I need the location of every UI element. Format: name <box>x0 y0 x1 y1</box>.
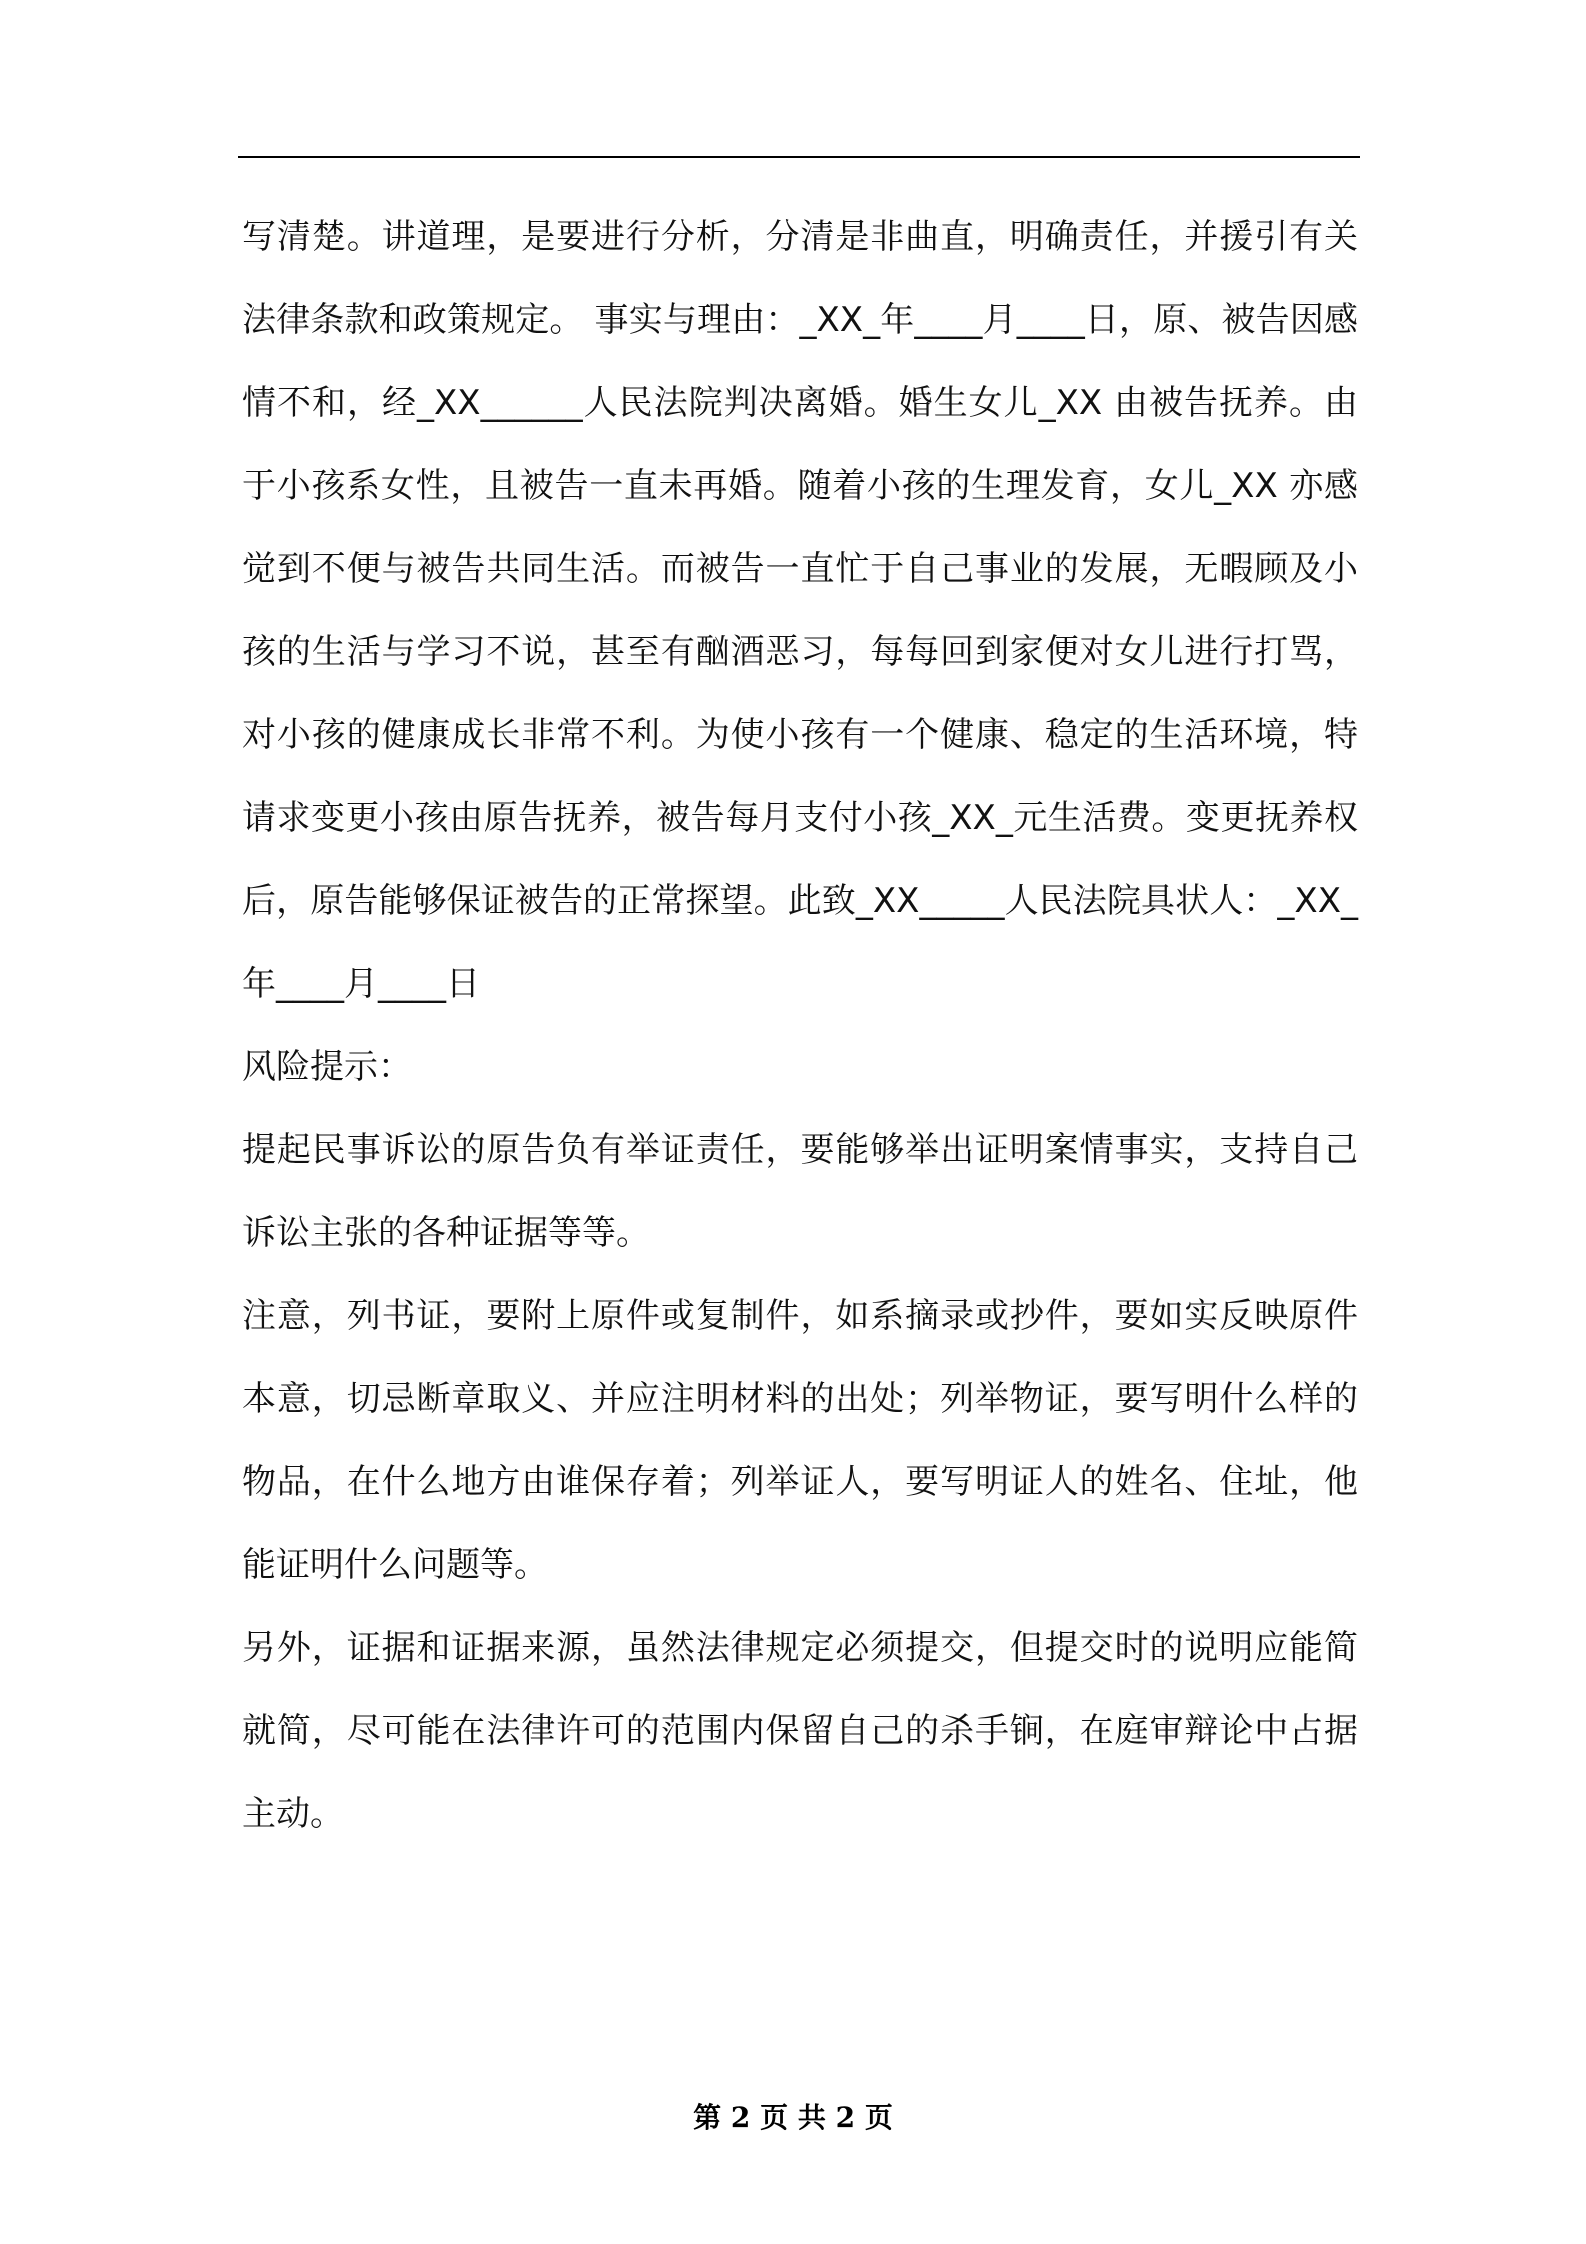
page-number: 第 2 页 共 2 页 <box>693 2101 893 2134</box>
body-paragraph-evidence-source: 另外，证据和证据来源，虽然法律规定必须提交，但提交时的说明应能简就简，尽可能在法律许可的范围内保留自己的杀手锏，在庭审辩论中占据主动。 <box>242 1628 1358 1834</box>
body-paragraph-main: 写清楚。讲道理，是要进行分析，分清是非曲直，明确责任，并援引有关法律条款和政策规定。 事实与理由：_XX_年____月____日，原、被告因感情不和，经_XX______人民法院判决离婚。婚生女儿_XX 由被告抚养。由于小孩系女性，且被告一直未再婚。随着小孩的生理发育，女儿_XX 亦感觉到不便与被告共同生活。而被告一直忙于自己事业的发展，无暇顾及小孩的生活与学习不说，甚至有酗酒恶习，每每回到家便对女儿进行打骂，对小孩的健康成长非常不利。为使小孩有一个健康、稳定的生活环境，特请求变更小孩由原告抚养，被告每月支付小孩_XX_元生活费。变更抚养权后，原告能够保证被告的正常探望。此致_XX_____人民法院具状人：_XX_年____月____日 <box>242 217 1358 1004</box>
body-paragraph-burden-of-proof: 提起民事诉讼的原告负有举证责任，要能够举出证明案情事实，支持自己诉讼主张的各种证据等等。 <box>242 1130 1358 1253</box>
body-paragraph-evidence-notes: 注意，列书证，要附上原件或复制件，如系摘录或抄件，要如实反映原件本意，切忌断章取义、并应注明材料的出处；列举物证，要写明什么样的物品，在什么地方由谁保存着；列举证人，要写明证人的姓名、住址，他能证明什么问题等。 <box>242 1296 1358 1585</box>
risk-heading: 风险提示： <box>242 1047 412 1087</box>
header-rule <box>238 156 1360 158</box>
document-body <box>242 196 1358 1856</box>
